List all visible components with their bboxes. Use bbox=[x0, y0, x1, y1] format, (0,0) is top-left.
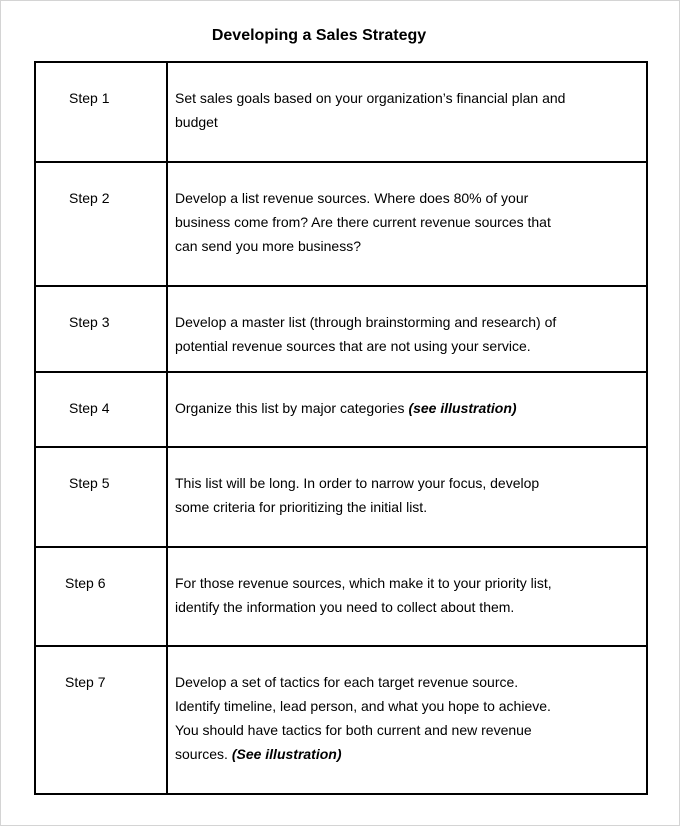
table-row bbox=[35, 547, 647, 646]
table-row bbox=[35, 162, 647, 286]
description-cell bbox=[167, 372, 647, 447]
step-emphasis: (see illustration) bbox=[408, 400, 517, 416]
description-cell bbox=[167, 447, 647, 547]
table-row bbox=[35, 372, 647, 447]
table-row bbox=[35, 286, 647, 372]
step-cell bbox=[35, 547, 167, 646]
step-cell bbox=[35, 372, 167, 447]
page-title: Developing a Sales Strategy bbox=[211, 27, 427, 44]
table-row bbox=[35, 447, 647, 547]
step-description: Develop a list revenue sources. Where does 80% of your business come from? Are there current revenue sources that can send you more business? bbox=[175, 190, 551, 254]
step-label: Step 1 bbox=[69, 90, 110, 106]
step-description: This list will be long. In order to narrow your focus, develop some criteria for prioritizing the initial list. bbox=[175, 475, 540, 515]
step-description: Develop a set of tactics for each target revenue source. Identify timeline, lead person, and what you hope to achieve. You should have tactics for both current and new revenue sources. bbox=[175, 674, 551, 762]
step-label: Step 2 bbox=[69, 190, 110, 206]
step-label: Step 4 bbox=[69, 400, 110, 416]
step-description: For those revenue sources, which make it to your priority list, identify the information you need to collect about them. bbox=[175, 575, 552, 615]
step-description: Set sales goals based on your organization’s financial plan and budget bbox=[175, 90, 566, 130]
table-row bbox=[35, 62, 647, 162]
description-cell bbox=[167, 286, 647, 372]
step-emphasis: (See illustration) bbox=[231, 746, 342, 762]
step-label: Step 3 bbox=[69, 314, 110, 330]
description-cell bbox=[167, 162, 647, 286]
step-cell bbox=[35, 162, 167, 286]
step-description: Organize this list by major categories bbox=[175, 400, 409, 416]
step-cell bbox=[35, 286, 167, 372]
strategy-table bbox=[34, 61, 648, 795]
step-label: Step 5 bbox=[69, 475, 110, 491]
step-cell bbox=[35, 646, 167, 794]
description-cell bbox=[167, 62, 647, 162]
description-cell bbox=[167, 547, 647, 646]
step-label: Step 6 bbox=[65, 575, 106, 591]
step-cell bbox=[35, 62, 167, 162]
description-cell bbox=[167, 646, 647, 794]
table-row bbox=[35, 646, 647, 794]
step-description: Develop a master list (through brainstorming and research) of potential revenue sources that are not using your service. bbox=[175, 314, 557, 354]
step-label: Step 7 bbox=[65, 674, 106, 690]
step-cell bbox=[35, 447, 167, 547]
